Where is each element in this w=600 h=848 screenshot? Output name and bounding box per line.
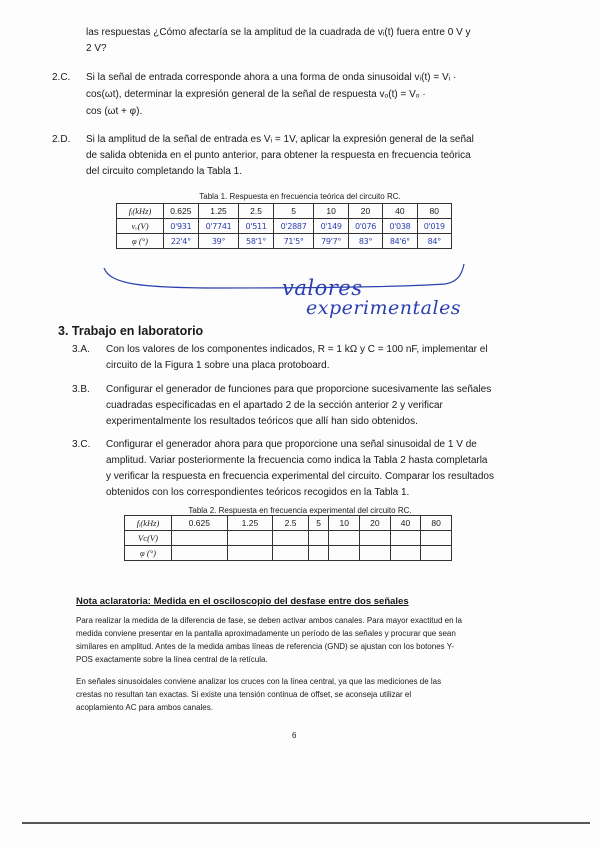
handwritten-value: 0'7741 xyxy=(198,219,239,234)
handwritten-value: 0'019 xyxy=(417,219,451,234)
table-cell: 80 xyxy=(421,516,452,531)
item-2d-line1: Si la amplitud de la señal de entrada es Vᵢ = 1V, aplicar la expresión general de la señal xyxy=(86,134,474,145)
handwritten-value: 0'511 xyxy=(239,219,273,234)
item-3c-line1: Configurar el generador ahora para que proporcione una señal sinusoidal de 1 V de xyxy=(106,439,477,450)
item-3a-line1: Con los valores de los componentes indicados, R = 1 kΩ y C = 100 nF, implementar el xyxy=(106,344,488,355)
table-cell: 2.5 xyxy=(239,204,273,219)
item-3a-line2: circuito de la Figura 1 sobre una placa protoboard. xyxy=(106,360,330,371)
page-bottom-edge xyxy=(22,822,590,824)
handwritten-value: 84'6° xyxy=(383,234,417,249)
note-line: POS exactamente sobre la línea central de la retícula. xyxy=(76,655,268,664)
handwritten-value: 22'4° xyxy=(164,234,199,249)
empty-cell xyxy=(360,531,391,546)
handwritten-value: 0'038 xyxy=(383,219,417,234)
handwritten-value: 79'7° xyxy=(314,234,348,249)
empty-cell xyxy=(329,531,360,546)
table-row-label: Vᴄ(V) xyxy=(125,531,172,546)
item-3b-line3: experimentalmente los resultados teóricos que allí han sido obtenidos. xyxy=(106,416,418,427)
note-line: similares en amplitud. Antes de la medida ambas líneas de referencia (GND) se ajustan con los botones Y- xyxy=(76,642,454,651)
handwritten-value: 84° xyxy=(417,234,451,249)
table2-caption: Tabla 2. Respuesta en frecuencia experimental del circuito RC. xyxy=(188,506,412,515)
table-cell: 1.25 xyxy=(227,516,273,531)
empty-cell xyxy=(308,546,329,561)
table1-caption: Tabla 1. Respuesta en frecuencia teórica del circuito RC. xyxy=(199,192,401,201)
handwritten-value: 0'149 xyxy=(314,219,348,234)
item-2c-line2: cos(ωt), determinar la expresión general de la señal de respuesta vₒ(t) = Vₒ · xyxy=(86,89,426,100)
empty-cell xyxy=(227,546,273,561)
top-text-line2: 2 V? xyxy=(86,43,107,54)
table-cell: 80 xyxy=(417,204,451,219)
item-2d-number: 2.D. xyxy=(52,134,71,145)
table-cell: 20 xyxy=(360,516,391,531)
item-3b-line1: Configurar el generador de funciones para que proporcione sucesivamente las señales xyxy=(106,384,492,395)
item-3c-line2: amplitud. Variar posteriormente la frecuencia como indica la Tabla 2 hasta completarla xyxy=(106,455,488,466)
handwritten-annotation-line2: experimentales xyxy=(306,297,462,319)
empty-cell xyxy=(390,531,421,546)
item-3c-line3: y verificar la respuesta en frecuencia experimental del circuito. Comparar los resultados xyxy=(106,471,494,482)
item-2d-line3: del circuito completando la Tabla 1. xyxy=(86,166,243,177)
table-cell: 1.25 xyxy=(198,204,239,219)
note-line: En señales sinusoidales conviene analizar los cruces con la línea central, ya que las mediciones de las xyxy=(76,677,442,686)
table-cell: fᵢ(kHz) xyxy=(125,516,172,531)
item-3a-number: 3.A. xyxy=(72,344,90,355)
table1-header-row xyxy=(117,204,452,219)
table-cell: 5 xyxy=(308,516,329,531)
handwritten-value: 39° xyxy=(198,234,239,249)
note-line: acoplamiento AC para ambos canales. xyxy=(76,703,213,712)
table-cell: 5 xyxy=(273,204,314,219)
table-cell: 0.625 xyxy=(172,516,228,531)
handwritten-value: 0'076 xyxy=(348,219,382,234)
empty-cell xyxy=(172,531,228,546)
section-3-heading: 3. Trabajo en laboratorio xyxy=(58,324,204,338)
empty-cell xyxy=(273,531,309,546)
table-cell: 0.625 xyxy=(164,204,199,219)
table1-row-vo xyxy=(117,219,452,234)
table-cell: 20 xyxy=(348,204,382,219)
table2 xyxy=(124,515,452,561)
item-2c-number: 2.C. xyxy=(52,72,71,83)
table1-row-phi xyxy=(117,234,452,249)
table1 xyxy=(116,203,452,249)
item-3c-number: 3.C. xyxy=(72,439,91,450)
table-row-label: vₒ(V) xyxy=(117,219,164,234)
top-text-line1: las respuestas ¿Cómo afectaría se la amplitud de la cuadrada de vᵢ(t) fuera entre 0 V y xyxy=(86,27,471,38)
table-cell: 10 xyxy=(314,204,348,219)
empty-cell xyxy=(308,531,329,546)
table-row-label: φ (°) xyxy=(125,546,172,561)
empty-cell xyxy=(329,546,360,561)
note-heading: Nota aclaratoria: Medida en el osciloscopio del desfase entre dos señales xyxy=(76,596,409,607)
handwritten-value: 0'2887 xyxy=(273,219,314,234)
item-2c-line3: cos (ωt + φ). xyxy=(86,106,143,117)
handwritten-value: 83° xyxy=(348,234,382,249)
empty-cell xyxy=(227,531,273,546)
handwritten-annotation-line1: valores xyxy=(282,276,363,300)
note-line: medida conviene presentar en la pantalla aproximadamente un período de las señales y procurar que sean xyxy=(76,629,456,638)
table-cell: fᵢ(kHz) xyxy=(117,204,164,219)
handwritten-value: 0'931 xyxy=(164,219,199,234)
table2-row-phi xyxy=(125,546,452,561)
table-cell: 40 xyxy=(390,516,421,531)
item-3b-line2: cuadradas especificadas en el apartado 2 de la sección anterior 2 y verificar xyxy=(106,400,443,411)
handwritten-value: 58'1° xyxy=(239,234,273,249)
page-number: 6 xyxy=(292,731,297,740)
table2-header-row xyxy=(125,516,452,531)
note-paragraph-2 xyxy=(76,675,516,714)
table-cell: 40 xyxy=(383,204,417,219)
table2-row-vc xyxy=(125,531,452,546)
empty-cell xyxy=(421,531,452,546)
handwritten-value: 71'5° xyxy=(273,234,314,249)
table-cell: 10 xyxy=(329,516,360,531)
empty-cell xyxy=(360,546,391,561)
table-row-label: φ (°) xyxy=(117,234,164,249)
empty-cell xyxy=(421,546,452,561)
empty-cell xyxy=(390,546,421,561)
empty-cell xyxy=(172,546,228,561)
table-cell: 2.5 xyxy=(273,516,309,531)
note-paragraph-1 xyxy=(76,614,516,666)
item-2d-line2: de salida obtenida en el punto anterior, para obtener la respuesta en frecuencia teórica xyxy=(86,150,471,161)
note-line: crestas no resultan tan exactas. Si existe una tensión continua de offset, se aconseja utilizar el xyxy=(76,690,412,699)
empty-cell xyxy=(273,546,309,561)
item-3b-number: 3.B. xyxy=(72,384,90,395)
note-line: Para realizar la medida de la diferencia de fase, se deben activar ambos canales. Para mayor exactitud en la xyxy=(76,616,462,625)
item-3c-line4: obtenidos con los correspondientes teóricos recogidos en la Tabla 1. xyxy=(106,487,410,498)
item-2c-line1: Si la señal de entrada corresponde ahora a una forma de onda sinusoidal vᵢ(t) = Vᵢ · xyxy=(86,72,457,83)
